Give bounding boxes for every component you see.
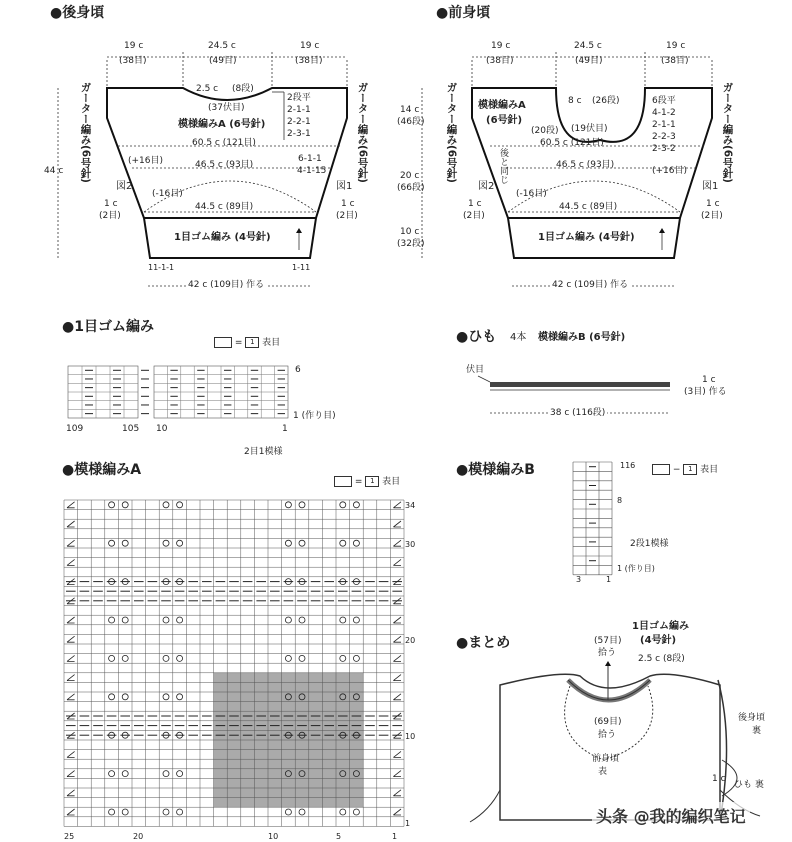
back-dec2: 2-1-1 [287,105,311,115]
front-dec1: 6段平 [652,96,676,106]
front-dec4: 2-2-3 [652,132,676,142]
back-top-w2: 24.5 c [208,41,236,51]
legend-text: 表目 [262,338,281,348]
pa-row-30: 30 [405,540,416,549]
rib-row-1: 1 (作り目) [293,411,336,421]
front-bottom: 42 c (109目) 作る [552,280,629,290]
pa-col-1: 1 [392,832,398,841]
legend-blank-square-icon [214,337,232,348]
finish-pick57: (57目) [594,636,622,646]
rib-chart-legend [214,337,280,348]
string-title: ●ひも [456,329,497,345]
rib-chart-title: ●1目ゴム編み [62,319,154,335]
front-same-as-back: 後と同じ [498,148,508,184]
pb-col-3: 3 [576,575,582,584]
pattern-a-legend [334,476,400,487]
front-w605: 60.5 c (121目) [540,138,604,148]
back-fig1: 図1 [336,181,353,192]
finish-pick57b: 拾う [598,648,617,658]
back-side-ls: (2目) [99,211,121,221]
rib-row-6: 6 [295,365,301,375]
back-side-r: 1 c [341,199,355,209]
back-rib-label: 1目ゴム編み (4号針) [174,232,271,243]
back-mark-left: 11-1-1 [148,263,175,272]
string-length: 38 c (116段) [550,408,606,418]
back-side-l: 1 c [104,199,118,209]
back-dec16: (-16目) [152,189,183,199]
back-side-rs: (2目) [336,211,358,221]
rib-col-109: 109 [66,424,84,434]
back-inc: (+16目) [128,156,164,166]
pa-col-5: 5 [336,832,342,841]
back-neck-rows: (8段) [232,84,254,94]
back-neck-sts: (37伏目) [208,103,245,113]
front-dec2: 4-1-2 [652,108,676,118]
string-cast2: (3目) 作る [684,387,727,397]
pa-row-10: 10 [405,732,416,741]
legend-knit-symbol-icon: 1 [365,476,379,487]
rib-repeat: 2目1模様 [244,447,283,457]
legend-blank-square-icon [334,476,352,487]
front-neck-depth: 8 c [568,96,582,106]
back-edge-left: ガーター編み(6号針) [79,82,92,183]
pa-col-25: 25 [64,832,75,841]
front-w465: 46.5 c (93目) [556,160,615,170]
front-st19: (19伏目) [571,124,608,134]
back-height: 44 c [44,166,64,176]
back-dec4: 2-3-1 [287,129,311,139]
finish-tie: ひも 裏 [734,780,764,790]
back-edge-right: ガーター編み(6号針) [356,82,369,183]
finish-side: 1 c [712,774,726,784]
legend-eq: − [672,465,681,475]
back-neck-depth: 2.5 c [196,84,219,94]
pattern-b-grid [573,462,612,575]
rib-col-105: 105 [122,424,140,434]
pa-col-20: 20 [133,832,144,841]
front-edge-left: ガーター編み(6号針) [445,82,458,183]
pb-row-116: 116 [620,461,636,470]
pa-row-1: 1 [405,819,411,828]
legend-blank-square-icon [652,464,670,475]
rib-col-10: 10 [156,424,168,434]
finish-pick69b: 拾う [598,730,617,740]
pattern-b-legend [652,464,718,475]
finish-needle: (4号針) [640,635,677,646]
front-side-l: 1 c [468,199,482,209]
back-top-s2: (49目) [209,56,237,66]
finish-back: 後身頃 [738,713,766,723]
front-edge-right: ガーター編み(6号針) [721,82,734,183]
front-dec16: (-16目) [516,189,547,199]
legend-text: 表目 [700,465,719,475]
front-neck-rows: (26段) [592,96,620,106]
front-h3: 10 c [400,227,420,237]
string-pattern: 模様編みB (6号針) [538,332,626,343]
string-cast: 1 c [702,375,716,385]
front-side-ls: (2目) [463,211,485,221]
finish-rib: 1目ゴム編み [632,621,689,632]
legend-knit-symbol-icon: 1 [245,337,259,348]
back-mark-right: 1-11 [292,263,311,272]
finish-back2: 裏 [752,726,762,736]
back-w605: 60.5 c (121目) [192,138,256,148]
pattern-a-grid [64,500,404,826]
front-dec3: 2-1-1 [652,120,676,130]
front-top-s1: (38目) [486,56,514,66]
string-count: 4本 [510,332,527,343]
pa-row-34: 34 [405,501,416,510]
front-needle: (6号針) [486,115,523,126]
front-top-s3: (38目) [661,56,689,66]
finish-drawing [470,665,760,822]
front-h1s: (46段) [397,117,425,127]
front-side-rs: (2目) [701,211,723,221]
back-shape2: 4-1-15 [297,166,327,176]
back-top-w1: 19 c [124,41,144,51]
front-h2: 20 c [400,171,420,181]
front-st20: (20段) [531,126,559,136]
front-h1: 14 c [400,105,420,115]
pa-row-20: 20 [405,636,416,645]
front-h2s: (66段) [397,183,425,193]
pb-row-8: 8 [617,496,623,505]
pb-col-1: 1 [606,575,612,584]
back-title: ●後身頃 [50,5,105,21]
finish-title: ●まとめ [456,635,511,651]
back-shape1: 6-1-1 [298,154,322,164]
front-h3s: (32段) [397,239,425,249]
front-side-r: 1 c [706,199,720,209]
back-pattern-label: 模様編みA (6号針) [178,119,266,130]
back-top-s3: (38目) [295,56,323,66]
front-top-w1: 19 c [491,41,511,51]
finish-pick69: (69目) [594,717,622,727]
string-bind-off: 伏目 [466,365,485,375]
front-dec5: 2-3-2 [652,144,676,154]
front-rib-label: 1目ゴム編み (4号針) [538,232,635,243]
legend-eq: = [354,477,363,487]
legend-text: 表目 [382,477,401,487]
back-top-s1: (38目) [119,56,147,66]
front-fig1: 図1 [702,181,719,192]
back-top-w3: 19 c [300,41,320,51]
watermark: 头条 @我的编织笔记 [592,802,750,829]
legend-knit-symbol-icon: 1 [683,464,697,475]
back-dec3: 2-2-1 [287,117,311,127]
back-dec1: 2段平 [287,93,311,103]
back-fig2: 図2 [116,181,133,192]
pb-repeat: 2段1模様 [630,539,669,549]
front-title: ●前身頃 [436,5,491,21]
pa-col-10: 10 [268,832,279,841]
back-w465: 46.5 c (93目) [195,160,254,170]
finish-front2: 表 [598,767,608,777]
front-top-s2: (49目) [575,56,603,66]
pb-row-1: 1 (作り目) [617,564,655,573]
rib-col-1: 1 [282,424,288,434]
front-top-w3: 19 c [666,41,686,51]
pattern-b-title: ●模様編みB [456,462,535,478]
front-w445: 44.5 c (89目) [559,202,618,212]
front-top-w2: 24.5 c [574,41,602,51]
back-w445: 44.5 c (89目) [195,202,254,212]
front-fig2: 図2 [478,181,495,192]
legend-eq: = [234,338,243,348]
front-pattern-label: 模様編みA [478,100,526,111]
finish-front: 前身頃 [592,754,620,764]
pattern-a-title: ●模様編みA [62,462,142,478]
back-bottom: 42 c (109目) 作る [188,280,265,290]
front-inc: (+16目) [652,166,688,176]
finish-neck: 2.5 c (8段) [638,654,685,664]
